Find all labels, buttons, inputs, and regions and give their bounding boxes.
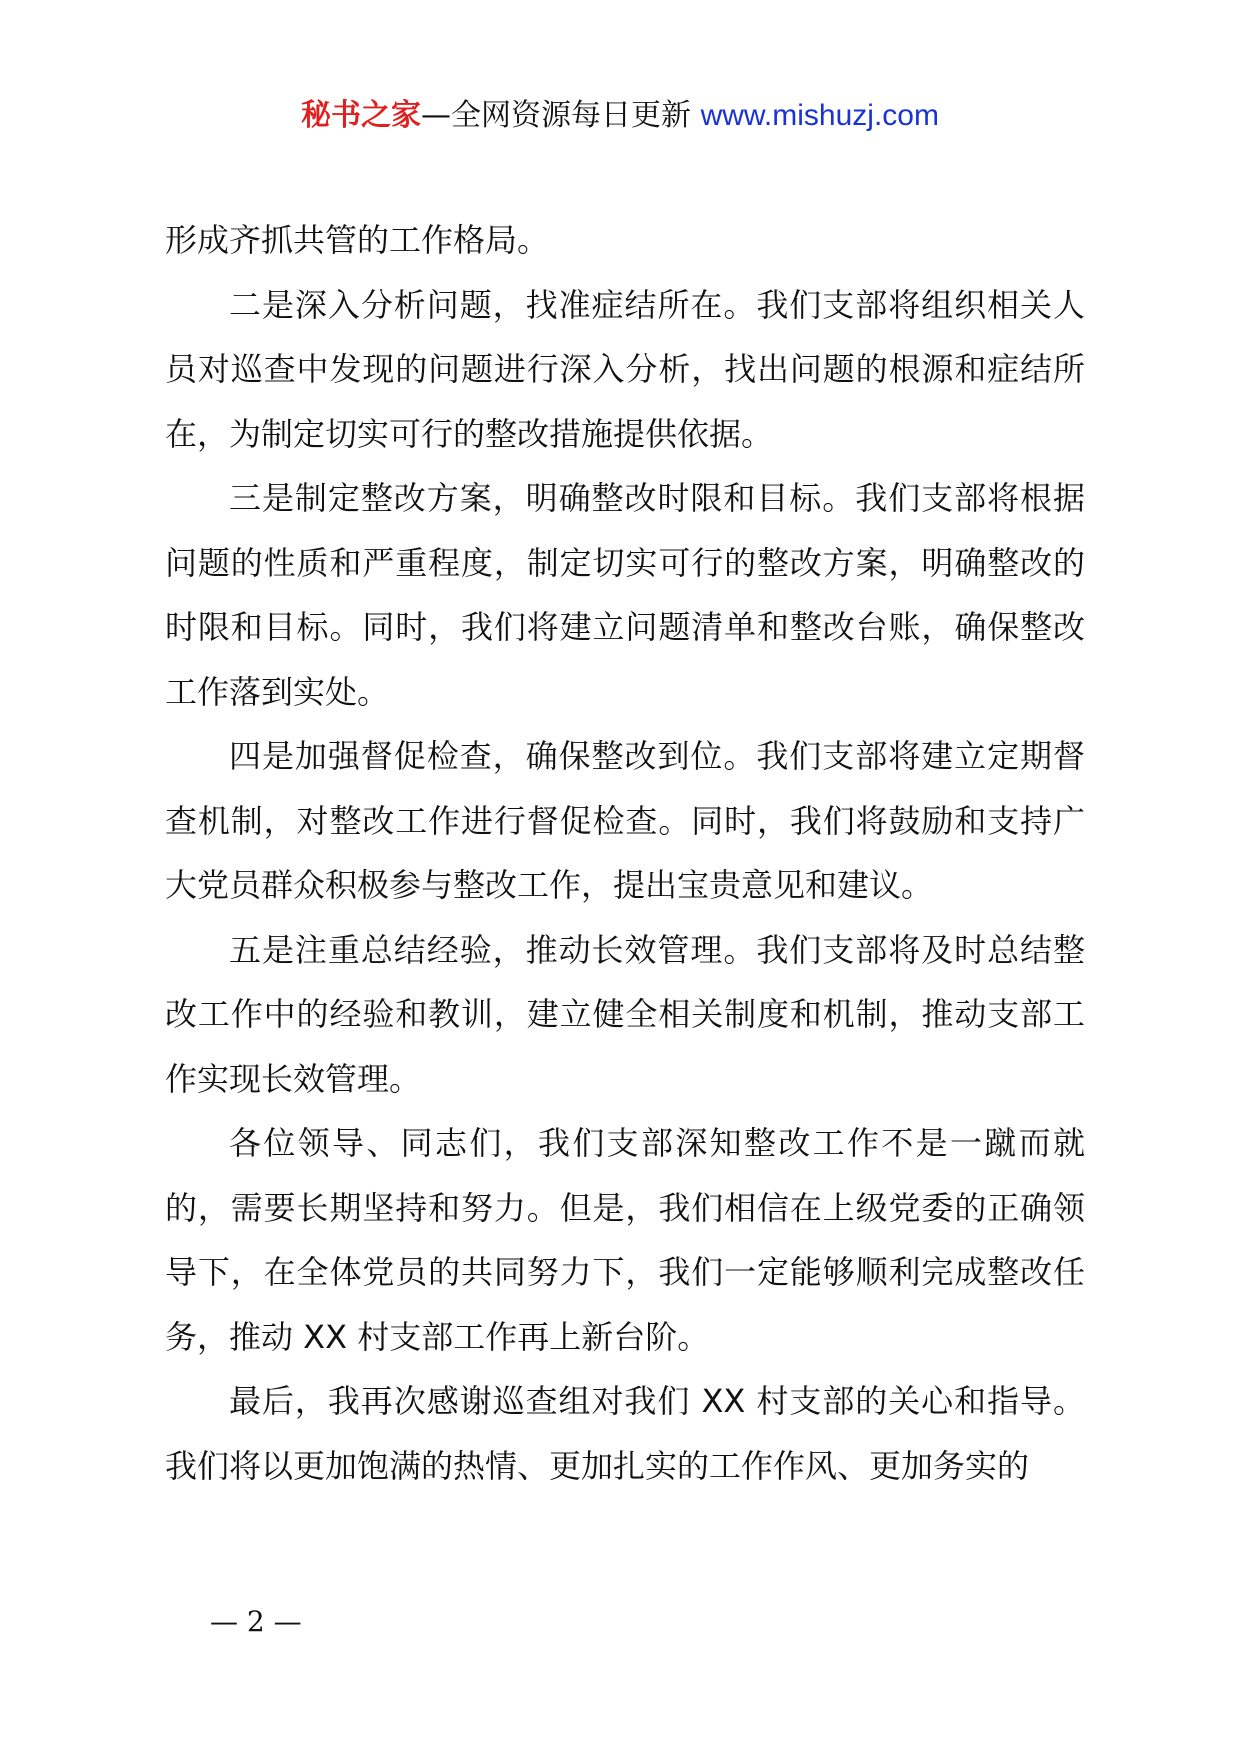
paragraph-point-two: 二是深入分析问题，找准症结所在。我们支部将组织相关人员对巡查中发现的问题进行深入分析，找出问题的根源和症结所在，为制定切实可行的整改措施提供依据。 [165,285,1085,453]
paragraph-point-five: 五是注重总结经验，推动长效管理。我们支部将及时总结整改工作中的经验和教训，建立健全相关制度和机制，推动支部工作实现长效管理。 [165,930,1085,1098]
paragraph-closing: 最后，我再次感谢巡查组对我们 XX 村支部的关心和指导。我们将以更加饱满的热情、更加扎实的工作作风、更加务实的 [165,1382,1085,1485]
header-brand: 秘书之家 [301,98,422,133]
header-dash: — [421,98,452,133]
header-tagline: 全网资源每日更新 [451,98,692,133]
paragraph-continuation: 形成齐抓共管的工作格局。 [165,221,550,259]
header-url-link[interactable]: www.mishuzj.com [700,99,939,132]
page-header [0,96,1240,136]
document-body [165,208,1085,1498]
paragraph-point-four: 四是加强督促检查，确保整改到位。我们支部将建立定期督查机制，对整改工作进行督促检查。同时，我们将鼓励和支持广大党员群众积极参与整改工作，提出宝贵意见和建议。 [165,737,1085,904]
page-number: — 2 — [210,1605,302,1638]
paragraph-commitment: 各位领导、同志们，我们支部深知整改工作不是一蹴而就的，需要长期坚持和努力。但是，我们相信在上级党委的正确领导下，在全体党员的共同努力下，我们一定能够顺利完成整改任务，推动 XX 村支部工作再上新台阶。 [165,1124,1085,1356]
paragraph-point-three: 三是制定整改方案，明确整改时限和目标。我们支部将根据问题的性质和严重程度，制定切实可行的整改方案，明确整改的时限和目标。同时，我们将建立问题清单和整改台账，确保整改工作落到实处。 [165,479,1085,711]
